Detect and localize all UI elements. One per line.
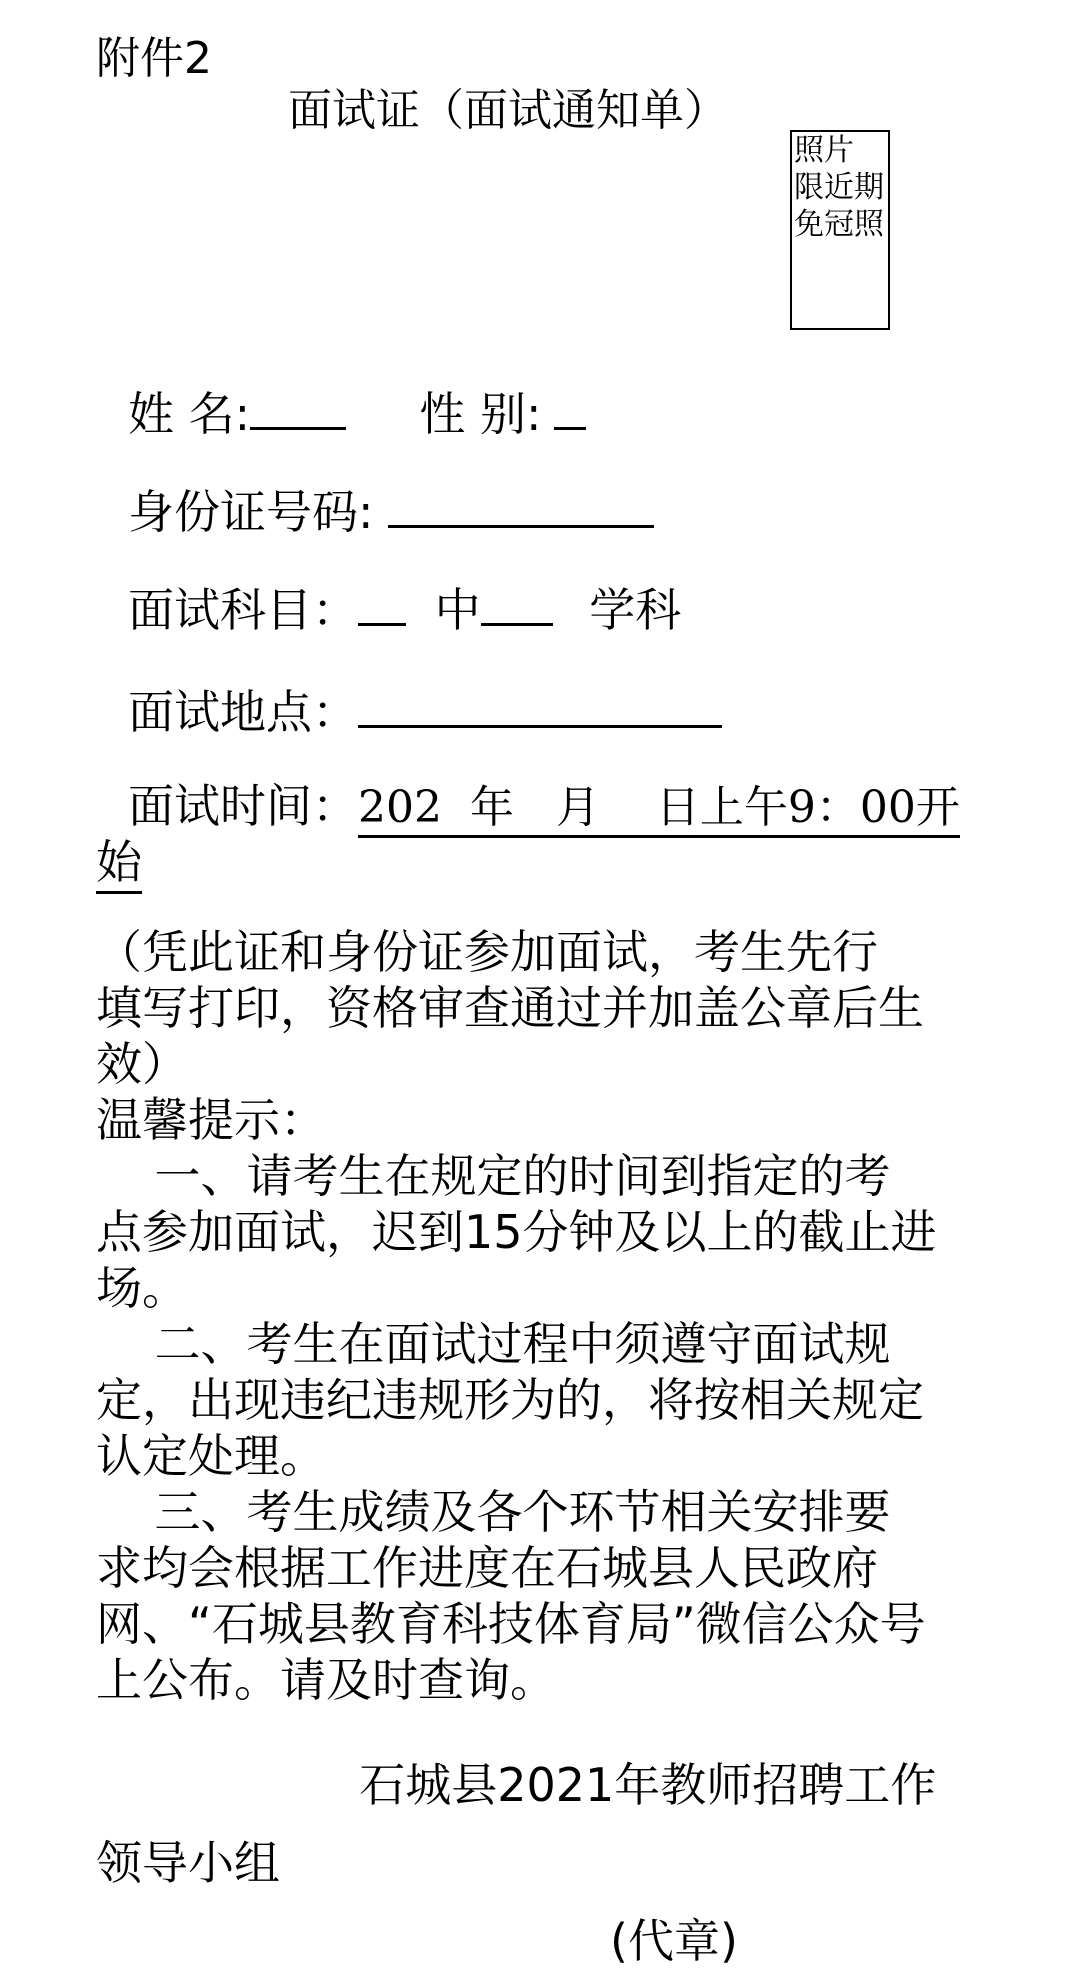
signature-org-line2: 领导小组 <box>96 1836 280 1890</box>
name-blank[interactable] <box>250 426 346 430</box>
time-value: 202 年 月 日上午9：00开 <box>358 782 960 838</box>
tip-3-line: 三、考生成绩及各个环节相关安排要 <box>96 1485 891 1539</box>
id-number-label: 身份证号码: <box>128 485 374 539</box>
subject-name-blank[interactable] <box>481 622 553 626</box>
tip-2-line: 认定处理。 <box>96 1429 326 1483</box>
signature-seal: (代章) <box>610 1914 738 1968</box>
signature-org-line1: 石城县2021年教师招聘工作 <box>96 1758 937 1812</box>
tips-section <box>96 1092 976 1708</box>
time-label: 面试时间： <box>128 779 358 833</box>
gender-blank[interactable] <box>554 426 586 430</box>
time-row-continued <box>96 826 142 892</box>
subject-mid-text: 中 <box>434 583 481 637</box>
tip-1-line: 一、请考生在规定的时间到指定的考 <box>96 1149 891 1203</box>
attachment-label: 附件2 <box>96 33 212 84</box>
validity-line: 填写打印，资格审查通过并加盖公章后生 <box>96 981 924 1035</box>
subject-suffix: 学科 <box>589 583 682 637</box>
subject-row <box>128 574 681 640</box>
tip-2-line: 二、考生在面试过程中须遵守面试规 <box>96 1317 891 1371</box>
tip-3-line: 求均会根据工作进度在石城县人民政府 <box>96 1541 878 1595</box>
tip-1-line: 点参加面试，迟到15分钟及以上的截止进 <box>96 1205 937 1259</box>
location-blank[interactable] <box>358 724 722 728</box>
tip-3-line: 上公布。请及时查询。 <box>96 1653 556 1707</box>
photo-box-line-3: 免冠照 <box>794 207 884 242</box>
tip-1-line: 场。 <box>96 1261 188 1315</box>
tips-heading: 温馨提示： <box>96 1093 326 1147</box>
time-value-continued: 始 <box>96 835 142 894</box>
validity-line: 效） <box>96 1037 188 1091</box>
id-number-row <box>128 476 654 542</box>
location-label: 面试地点： <box>128 685 358 739</box>
validity-note <box>96 924 976 1092</box>
tip-2-line: 定，出现违纪违规形为的，将按相关规定 <box>96 1373 924 1427</box>
photo-box-line-2: 限近期 <box>794 170 884 205</box>
name-gender-row <box>128 378 586 444</box>
id-number-blank[interactable] <box>388 524 654 528</box>
subject-level-blank[interactable] <box>358 622 406 626</box>
name-label: 姓 名: <box>128 387 251 441</box>
tip-3-line: 网、“石城县教育科技体育局”微信公众号 <box>96 1597 926 1651</box>
document-title: 面试证（面试通知单） <box>288 85 728 136</box>
signature-block <box>96 1746 976 1980</box>
gender-label: 性 别: <box>419 387 542 441</box>
validity-line: （凭此证和身份证参加面试，考生先行 <box>96 925 878 979</box>
photo-placeholder-box <box>790 130 890 330</box>
location-row <box>128 676 722 742</box>
photo-box-line-1: 照片 <box>794 133 854 168</box>
subject-label: 面试科目： <box>128 583 358 637</box>
time-row <box>128 770 960 836</box>
